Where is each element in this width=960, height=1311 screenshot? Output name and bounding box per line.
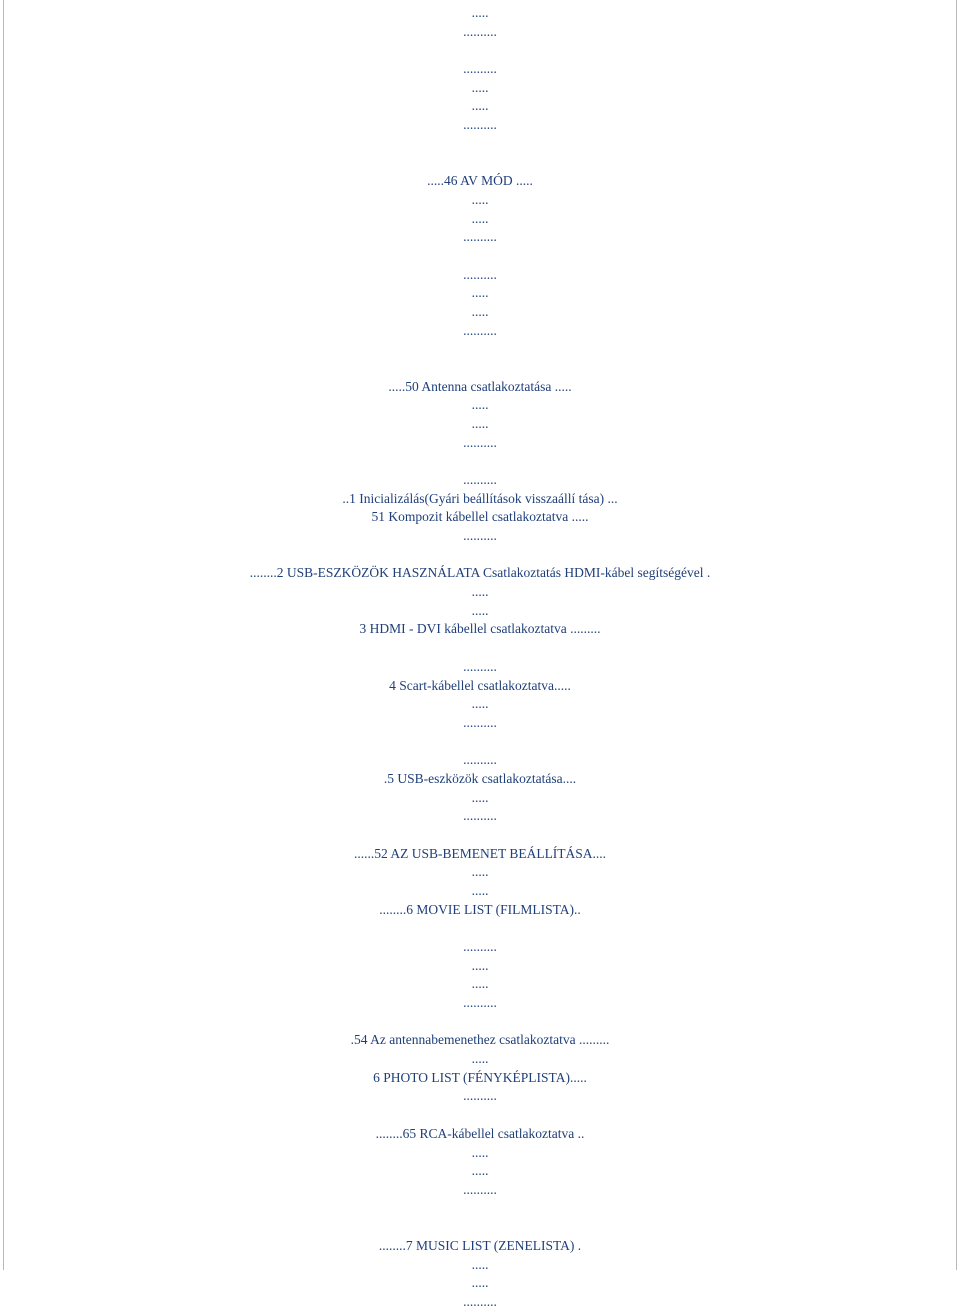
toc-line: .....: [471, 1256, 489, 1272]
toc-line: ..........: [463, 714, 497, 730]
toc-line: ..........: [463, 995, 497, 1010]
toc-line: ..........: [463, 472, 497, 487]
toc-line: ........2 USB-ESZKÖZÖK HASZNÁLATA Csatlakoztatás HDMI-kábel segítségével .: [249, 565, 711, 581]
toc-line: ..........: [463, 434, 497, 450]
toc-line: .....50 Antenna csatlakoztatása .....: [388, 378, 572, 394]
toc-line: .....: [471, 98, 489, 114]
toc-line: ..........: [463, 808, 497, 824]
toc-line: ..........: [463, 322, 497, 338]
toc-line: .....: [471, 285, 489, 301]
toc-line: .....: [471, 1051, 489, 1067]
toc-line: .54 Az antennabemenethez csatlakoztatva .........: [350, 1032, 610, 1048]
toc-line: ..........: [463, 658, 497, 674]
toc-line: .....: [471, 864, 489, 880]
toc-line: .....: [471, 1144, 489, 1160]
toc-line: .....: [471, 1275, 489, 1291]
toc-line: .....: [471, 976, 489, 992]
toc-line: .....: [471, 789, 489, 805]
toc-line: ..........: [463, 229, 497, 245]
toc-line: .....: [471, 210, 489, 226]
toc-line: 6 PHOTO LIST (FÉNYKÉPLISTA).....: [373, 1069, 587, 1085]
toc-line: 51 Kompozit kábellel csatlakoztatva .....: [371, 509, 589, 525]
toc-line: ......52 AZ USB-BEMENET BEÁLLÍTÁSA....: [353, 845, 607, 861]
toc-line: .....: [471, 957, 489, 973]
toc-line: ..........: [463, 939, 497, 954]
toc-line: ........65 RCA-kábellel csatlakoztatva ..: [375, 1125, 585, 1141]
toc-line: ..........: [463, 752, 497, 768]
toc-line: .....: [471, 5, 489, 20]
toc-line: ..........: [463, 61, 497, 76]
toc-line: .....: [471, 397, 489, 413]
toc-line: 3 HDMI - DVI kábellel csatlakoztatva .........: [359, 621, 601, 637]
toc-line: .....: [471, 191, 489, 207]
toc-line: .....: [471, 602, 489, 618]
toc-line: ........6 MOVIE LIST (FILMLISTA)..: [379, 901, 581, 917]
toc-line: .....: [471, 584, 489, 600]
toc-line: ..........: [463, 528, 497, 543]
toc-line: .....: [471, 1163, 489, 1179]
toc-line: .....: [471, 79, 489, 95]
toc-line: ........7 MUSIC LIST (ZENELISTA) .: [378, 1237, 582, 1253]
toc-line: .....: [471, 303, 489, 319]
toc-line: ..1 Inicializálás(Gyári beállítások visszaállí tása) ...: [342, 490, 618, 506]
toc-line: ..........: [463, 117, 497, 133]
toc-line: ..........: [463, 23, 497, 39]
toc-line: .5 USB-eszközök csatlakoztatása....: [383, 770, 577, 786]
toc-line: .....: [471, 696, 489, 712]
toc-line: 4 Scart-kábellel csatlakoztatva.....: [389, 677, 571, 693]
toc-line: ..........: [463, 266, 497, 282]
toc-line: .....46 AV MÓD .....: [427, 173, 533, 189]
toc-line: ..........: [463, 1181, 497, 1197]
toc-line: ..........: [463, 1088, 497, 1104]
toc-line: .....: [471, 883, 489, 898]
toc-line: .....: [471, 416, 489, 431]
toc-line: ..........: [463, 1293, 497, 1309]
